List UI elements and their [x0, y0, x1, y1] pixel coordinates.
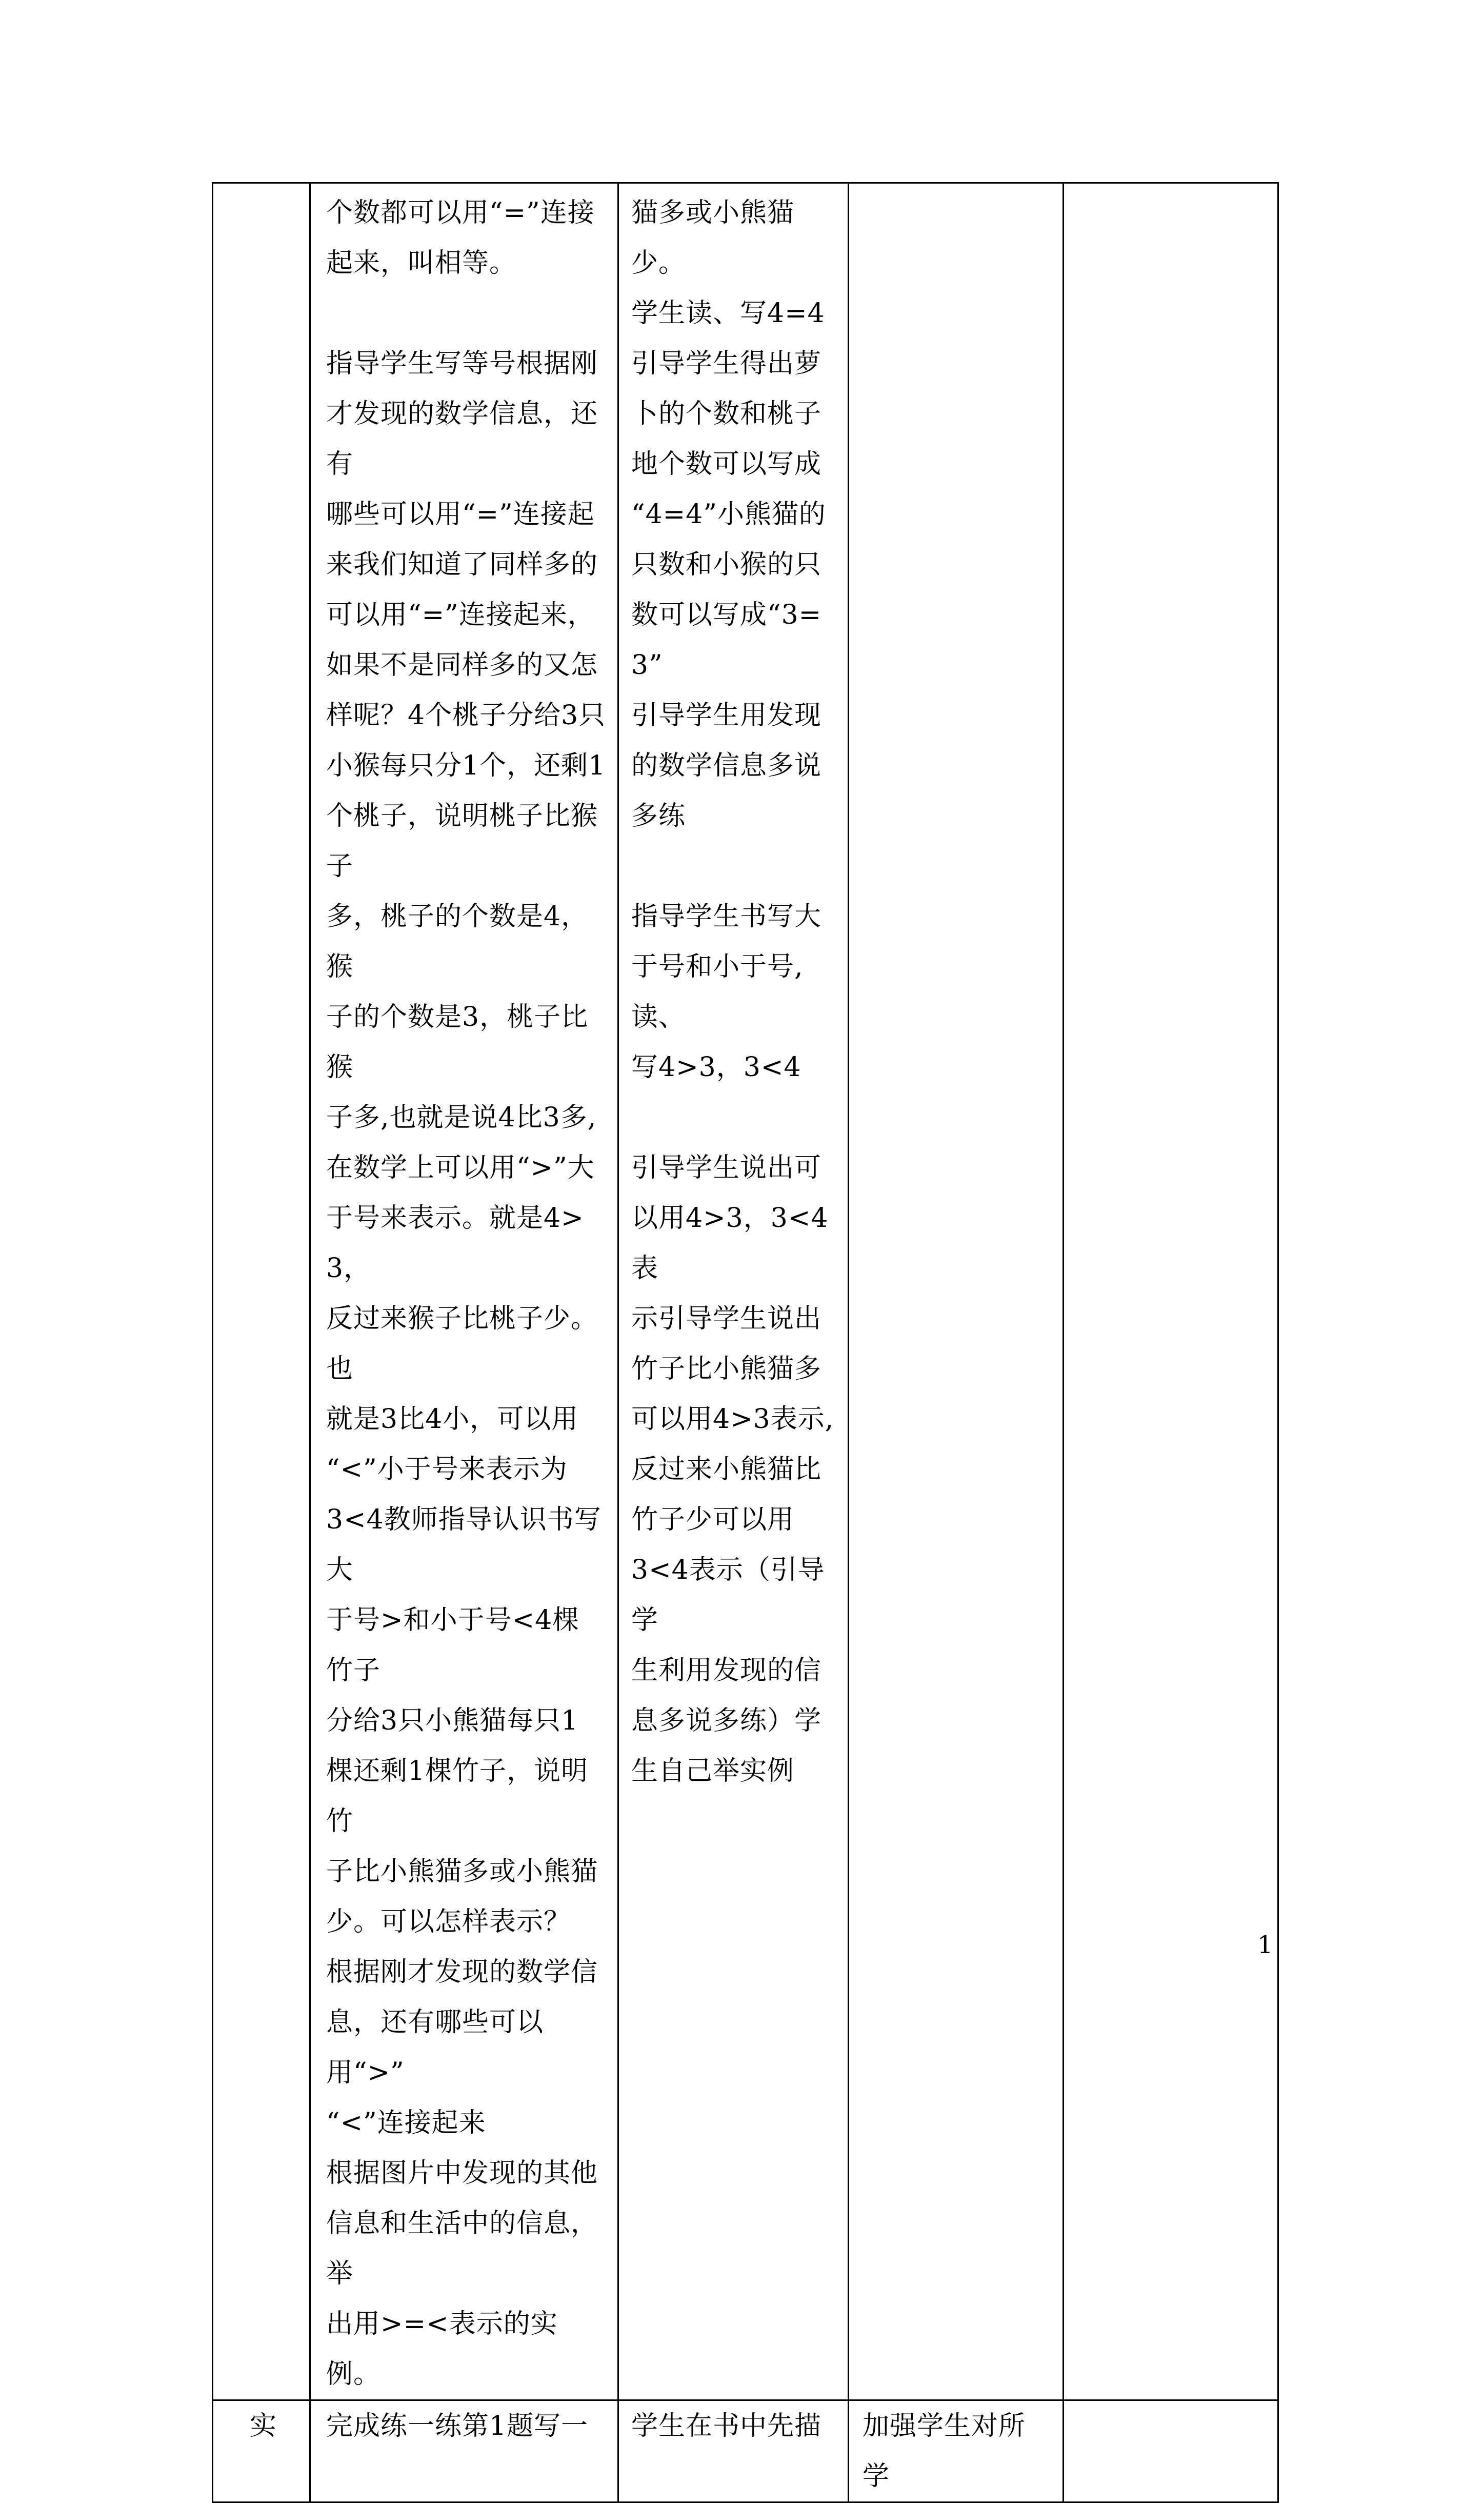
table-cell-purpose: 加强学生对所学 [849, 2400, 1064, 2502]
table-cell-purpose [849, 183, 1064, 2400]
table-cell-notes [1064, 2400, 1278, 2502]
stage-label: 实 [249, 2411, 277, 2441]
table-cell-student-activity [618, 183, 849, 2400]
student-activity-text: 猫多或小熊猫少。 学生读、写4=4 引导学生得出萝 卜的个数和桃子 地个数可以写成 “4=4”小熊猫的 只数和小猴的只 数可以写成“3=3” 引导学生用发现 的数学信息多说 多练 指导学生书写大 于号和小于号,读、 写4>3，3<4 引导学生说出可 以用4>3，3<4表 示引导学生说出 竹子比小熊猫多 可以用4>3表示, 反过来小熊猫比 竹子少可以用 3<4表示（引导学 生利用发现的信 息多说多练）学 生自己举实例 [631, 197, 834, 1786]
table-cell-notes [1064, 183, 1278, 2400]
lesson-plan-table [212, 182, 1279, 2503]
table-cell-stage [213, 183, 310, 2400]
page-number: 1 [1257, 1931, 1273, 1959]
table-cell-teacher-activity: 完成练一练第1题写一 [310, 2400, 618, 2502]
table-cell-stage [213, 2400, 310, 2502]
teacher-activity-text: 个数都可以用“=”连接 起来，叫相等。 指导学生写等号根据刚 才发现的数学信息，还有 哪些可以用“=”连接起 来我们知道了同样多的 可以用“=”连接起来， 如果不是同样多的又怎 样呢？4个桃子分给3只 小猴每只分1个，还剩1 个桃子，说明桃子比猴子 多，桃子的个数是4，猴 子的个数是3，桃子比猴 子多,也就是说4比3多, 在数学上可以用“>”大 于号来表示。就是4>3， 反过来猴子比桃子少。也 就是3比4小，可以用 “<”小于号来表示为 3<4教师指导认识书写大 于号>和小于号<4棵竹子 分给3只小熊猫每只1 棵还剩1棵竹子，说明竹 子比小熊猫多或小熊猫 少。可以怎样表示？ 根据刚才发现的数学信 息，还有哪些可以用“>” “<”连接起来 根据图片中发现的其他 信息和生活中的信息，举 出用>=<表示的实例。 [326, 197, 606, 2390]
table-row [213, 183, 1278, 2400]
table-row [213, 2400, 1278, 2502]
table-cell-student-activity: 学生在书中先描 [618, 2400, 849, 2502]
table-cell-teacher-activity [310, 183, 618, 2400]
